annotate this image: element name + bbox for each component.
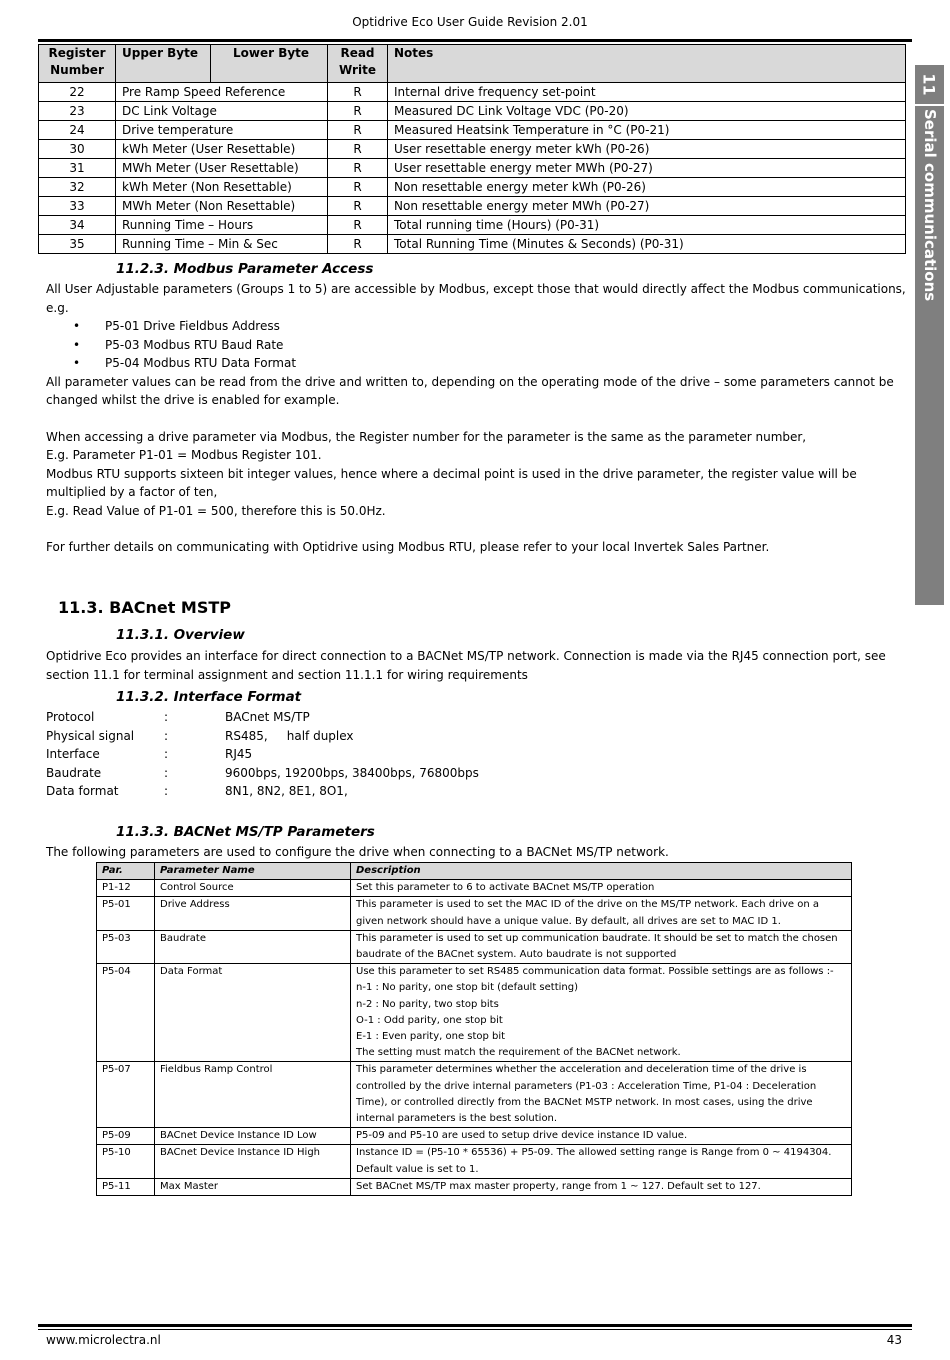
read-write-cell: R bbox=[328, 235, 388, 254]
read-write-cell: R bbox=[328, 178, 388, 197]
register-name-cell: kWh Meter (Non Resettable) bbox=[116, 178, 328, 197]
interface-row: Data format : 8N1, 8N2, 8E1, 8O1, bbox=[46, 784, 348, 798]
register-number-cell: 22 bbox=[39, 83, 116, 102]
header-notes: Notes bbox=[388, 45, 906, 83]
header-number: Number bbox=[50, 63, 104, 77]
notes-cell: Non resettable energy meter MWh (P0-27) bbox=[388, 197, 906, 216]
param-code-cell: P5-03 bbox=[97, 930, 155, 963]
table-row bbox=[97, 1178, 852, 1195]
param-name-cell: Fieldbus Ramp Control bbox=[155, 1062, 351, 1128]
description-line: Instance ID = (P5-10 * 65536) + P5-09. The allowed setting range is Range from 0 ~ 4194304. bbox=[356, 1147, 832, 1159]
header-parameter-name: Parameter Name bbox=[155, 863, 351, 880]
register-name-cell: Running Time – Min & Sec bbox=[116, 235, 328, 254]
table-row bbox=[97, 880, 852, 897]
param-name-cell: Control Source bbox=[155, 880, 351, 897]
modbus-access-para2-line4: E.g. Read Value of P1-01 = 500, therefore this is 50.0Hz. bbox=[46, 503, 386, 518]
table-row bbox=[97, 1062, 852, 1128]
interface-format-list bbox=[46, 708, 906, 801]
modbus-access-heading: 11.2.3. Modbus Parameter Access bbox=[116, 261, 374, 277]
param-description-cell bbox=[351, 880, 852, 897]
register-number-cell: 33 bbox=[39, 197, 116, 216]
register-number-cell: 23 bbox=[39, 102, 116, 121]
params-heading: 11.3.3. BACNet MS/TP Parameters bbox=[116, 824, 375, 840]
chapter-side-tab bbox=[915, 65, 944, 605]
modbus-access-para3: For further details on communicating with Optidrive using Modbus RTU, please refer to your local Invertek Sales Partner. bbox=[46, 540, 770, 554]
param-code-cell: P5-09 bbox=[97, 1128, 155, 1145]
interface-row: Protocol : BACnet MS/TP bbox=[46, 710, 310, 724]
read-write-cell: R bbox=[328, 216, 388, 235]
notes-cell: Measured DC Link Voltage VDC (P0-20) bbox=[388, 102, 906, 121]
register-table-header bbox=[39, 45, 906, 83]
register-name-cell: MWh Meter (User Resettable) bbox=[116, 159, 328, 178]
description-line: This parameter is used to set the MAC ID of the drive on the MS/TP network. Each drive on a given network should have a unique value. By default, all drives are set to MAC ID 1. bbox=[356, 899, 819, 927]
notes-cell: Non resettable energy meter kWh (P0-26) bbox=[388, 178, 906, 197]
list-item: • P5-01 Drive Fieldbus Address bbox=[46, 317, 906, 336]
overview-text: Optidrive Eco provides an interface for direct connection to a BACNet MS/TP network. Connection is made via the RJ45 connection port, see section 11.1 for terminal assignment and section 11.1.1 for wiring requirements bbox=[46, 649, 886, 682]
param-name-cell: BACnet Device Instance ID High bbox=[155, 1145, 351, 1178]
register-number-cell: 35 bbox=[39, 235, 116, 254]
description-line: Use this parameter to set RS485 communication data format. Possible settings are as follows :- bbox=[356, 966, 834, 978]
param-code-cell: P5-11 bbox=[97, 1178, 155, 1195]
register-table bbox=[38, 44, 906, 254]
table-row bbox=[97, 964, 852, 1062]
read-write-cell: R bbox=[328, 159, 388, 178]
table-row bbox=[97, 1145, 852, 1178]
description-line: O-1 : Odd parity, one stop bit bbox=[356, 1014, 503, 1026]
description-line: n-2 : No parity, two stop bits bbox=[356, 998, 499, 1010]
table-row bbox=[39, 102, 906, 121]
read-write-cell: R bbox=[328, 197, 388, 216]
register-number-cell: 31 bbox=[39, 159, 116, 178]
description-line: n-1 : No parity, one stop bit (default setting) bbox=[356, 982, 578, 994]
modbus-access-para2-line3: Modbus RTU supports sixteen bit integer values, hence where a decimal point is used in the drive parameter, the register value will be multiplied by a factor of ten, bbox=[46, 466, 857, 499]
description-line: Default value is set to 1. bbox=[356, 1163, 479, 1175]
bacnet-heading: 11.3. BACnet MSTP bbox=[58, 598, 231, 617]
interface-row: Physical signal : RS485, half duplex bbox=[46, 728, 354, 743]
description-line: The setting must match the requirement of the BACNet network. bbox=[356, 1047, 681, 1059]
param-code-cell: P5-01 bbox=[97, 897, 155, 930]
footer-rule-thin bbox=[38, 1329, 912, 1330]
header-lower-byte: Lower Byte bbox=[211, 45, 328, 83]
interface-row: Baudrate : 9600bps, 19200bps, 38400bps, 76800bps bbox=[46, 765, 479, 780]
chapter-number: 11 bbox=[919, 72, 939, 96]
param-name-cell: Max Master bbox=[155, 1178, 351, 1195]
param-code-cell: P5-10 bbox=[97, 1145, 155, 1178]
modbus-access-para2-line1: When accessing a drive parameter via Modbus, the Register number for the parameter is the same as the parameter number, bbox=[46, 429, 807, 444]
footer-rule bbox=[38, 1324, 912, 1327]
param-name-cell: Data Format bbox=[155, 964, 351, 1062]
read-write-cell: R bbox=[328, 83, 388, 102]
description-line: E-1 : Even parity, one stop bit bbox=[356, 1031, 506, 1043]
read-write-cell: R bbox=[328, 102, 388, 121]
register-number-cell: 24 bbox=[39, 121, 116, 140]
modbus-access-intro: All User Adjustable parameters (Groups 1 to 5) are accessible by Modbus, except those that would directly affect the Modbus communications, e.g. bbox=[46, 282, 906, 315]
register-name-cell: MWh Meter (Non Resettable) bbox=[116, 197, 328, 216]
table-row bbox=[39, 121, 906, 140]
description-line: This parameter is used to set up communication baudrate. It should be set to match the chosen baudrate of the BACnet system. Auto baudrate is not supported bbox=[356, 932, 838, 961]
table-row bbox=[97, 930, 852, 963]
notes-cell: Measured Heatsink Temperature in °C (P0-21) bbox=[388, 121, 906, 140]
chapter-label: Serial communications bbox=[920, 109, 939, 302]
param-description-cell bbox=[351, 1145, 852, 1178]
param-name-cell: Drive Address bbox=[155, 897, 351, 930]
header-register: Register bbox=[48, 46, 106, 60]
param-description-cell bbox=[351, 1178, 852, 1195]
description-line: Set BACnet MS/TP max master property, range from 1 ~ 127. Default set to 127. bbox=[356, 1180, 761, 1192]
header-write: Write bbox=[339, 63, 376, 77]
read-write-cell: R bbox=[328, 121, 388, 140]
list-item: • P5-04 Modbus RTU Data Format bbox=[46, 354, 906, 373]
register-number-cell: 32 bbox=[39, 178, 116, 197]
param-name-cell: Baudrate bbox=[155, 930, 351, 963]
param-description-cell bbox=[351, 1062, 852, 1128]
params-intro: The following parameters are used to configure the drive when connecting to a BACNet MS/TP network. bbox=[46, 845, 669, 859]
param-description-cell bbox=[351, 964, 852, 1062]
description-line: Set this parameter to 6 to activate BACnet MS/TP operation bbox=[356, 882, 655, 894]
page-number: 43 bbox=[886, 1333, 902, 1347]
list-item: • P5-03 Modbus RTU Baud Rate bbox=[46, 336, 906, 355]
register-number-cell: 30 bbox=[39, 140, 116, 159]
description-line: This parameter determines whether the acceleration and deceleration time of the drive is controlled by the drive internal parameters (P1-03 : Acceleration Time, P1-04 : Deceleration Time), or controlled directly from the BACNet MSTP network. In most cases, using the drive internal parameters is the best solution. bbox=[356, 1064, 817, 1125]
register-name-cell: Drive temperature bbox=[116, 121, 328, 140]
table-row bbox=[39, 83, 906, 102]
header-rule bbox=[38, 39, 912, 42]
register-number-cell: 34 bbox=[39, 216, 116, 235]
modbus-access-para2-line2: E.g. Parameter P1-01 = Modbus Register 101. bbox=[46, 448, 322, 462]
overview-heading: 11.3.1. Overview bbox=[116, 627, 245, 643]
table-row bbox=[39, 178, 906, 197]
interface-row: Interface : RJ45 bbox=[46, 747, 253, 761]
notes-cell: User resettable energy meter MWh (P0-27) bbox=[388, 159, 906, 178]
param-description-cell bbox=[351, 930, 852, 963]
table-row bbox=[39, 140, 906, 159]
modbus-access-bullets bbox=[46, 317, 906, 373]
table-row bbox=[97, 897, 852, 930]
notes-cell: Internal drive frequency set-point bbox=[388, 83, 906, 102]
param-code-cell: P1-12 bbox=[97, 880, 155, 897]
interface-heading: 11.3.2. Interface Format bbox=[116, 689, 302, 705]
header-description: Description bbox=[351, 863, 852, 880]
table-row bbox=[39, 159, 906, 178]
page-header: Optidrive Eco User Guide Revision 2.01 bbox=[352, 15, 588, 29]
param-code-cell: P5-07 bbox=[97, 1062, 155, 1128]
param-description-cell bbox=[351, 897, 852, 930]
header-par: Par. bbox=[97, 863, 155, 880]
modbus-access-para1: All parameter values can be read from the drive and written to, depending on the operating mode of the drive – some parameters cannot be changed whilst the drive is enabled for example. bbox=[46, 374, 894, 407]
footer-website: www.microlectra.nl bbox=[46, 1333, 161, 1347]
param-code-cell: P5-04 bbox=[97, 964, 155, 1062]
notes-cell: User resettable energy meter kWh (P0-26) bbox=[388, 140, 906, 159]
register-name-cell: Pre Ramp Speed Reference bbox=[116, 83, 328, 102]
param-name-cell: BACnet Device Instance ID Low bbox=[155, 1128, 351, 1145]
bacnet-table-header bbox=[97, 863, 852, 880]
table-row bbox=[39, 235, 906, 254]
table-row bbox=[39, 216, 906, 235]
modbus-access-body bbox=[46, 280, 906, 557]
description-line: P5-09 and P5-10 are used to setup drive device instance ID value. bbox=[356, 1130, 688, 1142]
read-write-cell: R bbox=[328, 140, 388, 159]
register-name-cell: Running Time – Hours bbox=[116, 216, 328, 235]
bacnet-parameter-table bbox=[96, 862, 852, 1196]
header-upper-byte: Upper Byte bbox=[116, 45, 211, 83]
table-row bbox=[39, 197, 906, 216]
register-name-cell: DC Link Voltage bbox=[116, 102, 328, 121]
notes-cell: Total Running Time (Minutes & Seconds) (P0-31) bbox=[388, 235, 906, 254]
notes-cell: Total running time (Hours) (P0-31) bbox=[388, 216, 906, 235]
header-read: Read bbox=[340, 46, 375, 60]
register-name-cell: kWh Meter (User Resettable) bbox=[116, 140, 328, 159]
param-description-cell bbox=[351, 1128, 852, 1145]
table-row bbox=[97, 1128, 852, 1145]
